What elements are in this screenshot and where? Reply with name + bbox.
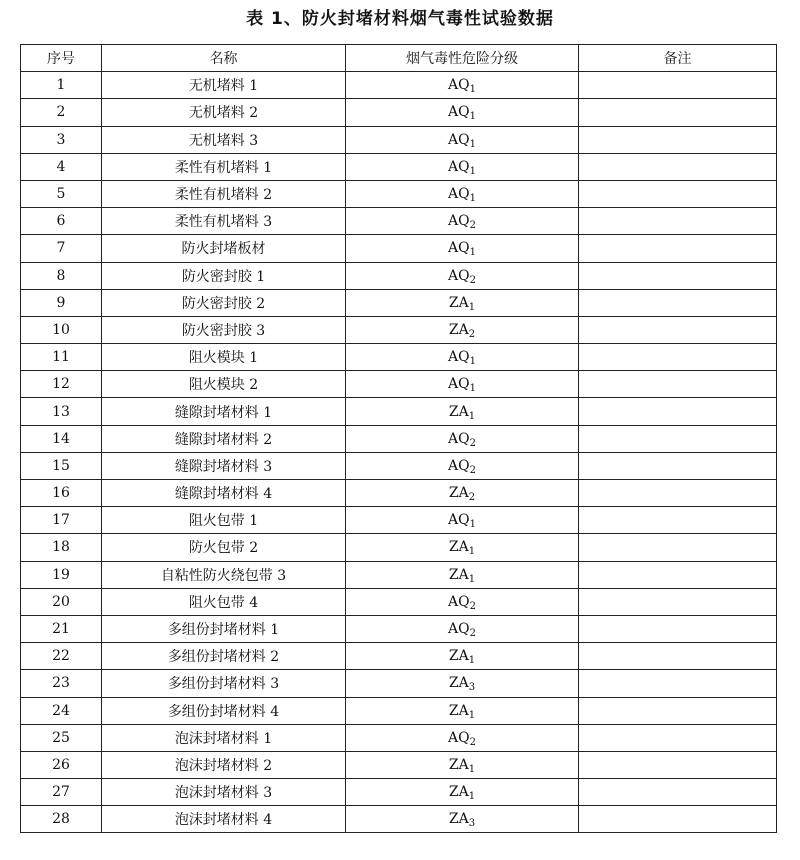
cell-remarks bbox=[579, 425, 777, 452]
grade-letters: AQ bbox=[448, 131, 470, 148]
grade-subscript: 2 bbox=[469, 437, 476, 449]
cell-remarks bbox=[579, 371, 777, 398]
header-toxicity-grade: 烟气毒性危险分级 bbox=[346, 45, 579, 72]
cell-remarks bbox=[579, 670, 777, 697]
grade-subscript: 3 bbox=[468, 682, 476, 694]
grade-letters: AQ bbox=[448, 430, 470, 447]
table-row bbox=[21, 344, 777, 371]
grade-letters: ZA bbox=[448, 485, 469, 502]
table-header-row bbox=[21, 45, 777, 72]
cell-remarks bbox=[579, 643, 777, 670]
grade-subscript: 1 bbox=[468, 546, 476, 558]
cell-toxicity-grade bbox=[346, 588, 579, 615]
cell-material-name: 泡沫封堵材料 1 bbox=[102, 724, 346, 751]
cell-toxicity-grade bbox=[346, 751, 579, 778]
grade-subscript: 2 bbox=[469, 220, 476, 232]
grade-subscript: 1 bbox=[468, 791, 476, 803]
cell-serial-number: 13 bbox=[21, 398, 102, 425]
grade-subscript: 1 bbox=[468, 709, 476, 721]
grade-letters: ZA bbox=[448, 539, 469, 556]
cell-remarks bbox=[579, 316, 777, 343]
cell-material-name: 多组份封堵材料 4 bbox=[102, 697, 346, 724]
cell-remarks bbox=[579, 398, 777, 425]
cell-remarks bbox=[579, 751, 777, 778]
cell-material-name: 泡沫封堵材料 2 bbox=[102, 751, 346, 778]
grade-letters: ZA bbox=[448, 403, 469, 420]
table-row bbox=[21, 643, 777, 670]
grade-subscript: 1 bbox=[469, 165, 476, 177]
table-row bbox=[21, 180, 777, 207]
grade-letters: ZA bbox=[448, 566, 469, 583]
table-row bbox=[21, 588, 777, 615]
cell-material-name: 多组份封堵材料 2 bbox=[102, 643, 346, 670]
cell-toxicity-grade bbox=[346, 561, 579, 588]
grade-subscript: 1 bbox=[468, 573, 476, 585]
table-row bbox=[21, 507, 777, 534]
table-row bbox=[21, 561, 777, 588]
table-row bbox=[21, 371, 777, 398]
cell-remarks bbox=[579, 153, 777, 180]
cell-material-name: 无机堵料 3 bbox=[102, 126, 346, 153]
cell-toxicity-grade bbox=[346, 425, 579, 452]
cell-toxicity-grade bbox=[346, 507, 579, 534]
table-row bbox=[21, 235, 777, 262]
cell-remarks bbox=[579, 235, 777, 262]
cell-serial-number: 4 bbox=[21, 153, 102, 180]
header-serial-number: 序号 bbox=[21, 45, 102, 72]
grade-subscript: 1 bbox=[469, 138, 476, 150]
cell-serial-number: 3 bbox=[21, 126, 102, 153]
cell-toxicity-grade bbox=[346, 534, 579, 561]
cell-serial-number: 12 bbox=[21, 371, 102, 398]
cell-remarks bbox=[579, 344, 777, 371]
table-row bbox=[21, 615, 777, 642]
grade-subscript: 1 bbox=[468, 655, 476, 667]
cell-serial-number: 17 bbox=[21, 507, 102, 534]
table-row bbox=[21, 751, 777, 778]
table-row bbox=[21, 316, 777, 343]
grade-letters: ZA bbox=[448, 321, 469, 338]
cell-serial-number: 15 bbox=[21, 452, 102, 479]
cell-remarks bbox=[579, 588, 777, 615]
cell-toxicity-grade bbox=[346, 262, 579, 289]
grade-letters: ZA bbox=[448, 294, 469, 311]
cell-remarks bbox=[579, 724, 777, 751]
cell-remarks bbox=[579, 615, 777, 642]
cell-serial-number: 28 bbox=[21, 806, 102, 833]
cell-toxicity-grade bbox=[346, 208, 579, 235]
cell-serial-number: 21 bbox=[21, 615, 102, 642]
grade-subscript: 2 bbox=[468, 492, 476, 504]
cell-material-name: 自粘性防火绕包带 3 bbox=[102, 561, 346, 588]
grade-subscript: 1 bbox=[469, 356, 476, 368]
table-row bbox=[21, 670, 777, 697]
grade-subscript: 1 bbox=[468, 410, 476, 422]
grade-letters: ZA bbox=[448, 784, 469, 801]
cell-remarks bbox=[579, 452, 777, 479]
cell-toxicity-grade bbox=[346, 153, 579, 180]
cell-material-name: 多组份封堵材料 1 bbox=[102, 615, 346, 642]
cell-material-name: 缝隙封堵材料 4 bbox=[102, 480, 346, 507]
header-remarks: 备注 bbox=[579, 45, 777, 72]
grade-letters: AQ bbox=[448, 104, 470, 121]
cell-remarks bbox=[579, 480, 777, 507]
grade-letters: ZA bbox=[448, 811, 469, 828]
cell-remarks bbox=[579, 180, 777, 207]
cell-toxicity-grade bbox=[346, 697, 579, 724]
grade-letters: AQ bbox=[448, 213, 470, 230]
cell-toxicity-grade bbox=[346, 670, 579, 697]
grade-subscript: 1 bbox=[469, 247, 476, 259]
cell-material-name: 柔性有机堵料 1 bbox=[102, 153, 346, 180]
table-row bbox=[21, 153, 777, 180]
grade-subscript: 2 bbox=[469, 628, 476, 640]
grade-letters: AQ bbox=[448, 240, 470, 257]
grade-subscript: 3 bbox=[468, 818, 476, 830]
cell-toxicity-grade bbox=[346, 371, 579, 398]
grade-letters: ZA bbox=[448, 756, 469, 773]
cell-material-name: 阻火模块 2 bbox=[102, 371, 346, 398]
cell-material-name: 防火密封胶 2 bbox=[102, 289, 346, 316]
grade-letters: AQ bbox=[448, 457, 470, 474]
cell-serial-number: 14 bbox=[21, 425, 102, 452]
cell-serial-number: 9 bbox=[21, 289, 102, 316]
cell-serial-number: 2 bbox=[21, 99, 102, 126]
cell-serial-number: 11 bbox=[21, 344, 102, 371]
grade-subscript: 1 bbox=[469, 84, 476, 96]
grade-subscript: 2 bbox=[469, 464, 476, 476]
table-title: 表 1、防火封堵材料烟气毒性试验数据 bbox=[246, 9, 554, 29]
grade-letters: AQ bbox=[448, 593, 470, 610]
cell-material-name: 防火封堵板材 bbox=[102, 235, 346, 262]
cell-remarks bbox=[579, 779, 777, 806]
cell-toxicity-grade bbox=[346, 316, 579, 343]
table-row bbox=[21, 806, 777, 833]
cell-toxicity-grade bbox=[346, 452, 579, 479]
grade-letters: AQ bbox=[448, 267, 470, 284]
cell-material-name: 阻火模块 1 bbox=[102, 344, 346, 371]
cell-serial-number: 1 bbox=[21, 72, 102, 99]
cell-remarks bbox=[579, 561, 777, 588]
cell-remarks bbox=[579, 806, 777, 833]
grade-subscript: 2 bbox=[469, 274, 476, 286]
toxicity-data-table bbox=[20, 44, 777, 833]
table-row bbox=[21, 289, 777, 316]
cell-serial-number: 24 bbox=[21, 697, 102, 724]
cell-material-name: 阻火包带 1 bbox=[102, 507, 346, 534]
grade-letters: AQ bbox=[448, 512, 470, 529]
cell-toxicity-grade bbox=[346, 99, 579, 126]
cell-remarks bbox=[579, 697, 777, 724]
cell-serial-number: 22 bbox=[21, 643, 102, 670]
grade-subscript: 2 bbox=[468, 328, 476, 340]
cell-material-name: 阻火包带 4 bbox=[102, 588, 346, 615]
grade-letters: AQ bbox=[448, 376, 470, 393]
cell-material-name: 无机堵料 1 bbox=[102, 72, 346, 99]
cell-serial-number: 6 bbox=[21, 208, 102, 235]
grade-letters: ZA bbox=[448, 648, 469, 665]
cell-remarks bbox=[579, 99, 777, 126]
cell-material-name: 防火密封胶 3 bbox=[102, 316, 346, 343]
table-row bbox=[21, 452, 777, 479]
cell-serial-number: 18 bbox=[21, 534, 102, 561]
cell-material-name: 缝隙封堵材料 1 bbox=[102, 398, 346, 425]
cell-toxicity-grade bbox=[346, 72, 579, 99]
grade-letters: ZA bbox=[448, 675, 469, 692]
cell-toxicity-grade bbox=[346, 344, 579, 371]
cell-remarks bbox=[579, 126, 777, 153]
cell-material-name: 泡沫封堵材料 4 bbox=[102, 806, 346, 833]
cell-remarks bbox=[579, 262, 777, 289]
cell-serial-number: 8 bbox=[21, 262, 102, 289]
cell-toxicity-grade bbox=[346, 643, 579, 670]
cell-toxicity-grade bbox=[346, 615, 579, 642]
cell-remarks bbox=[579, 507, 777, 534]
grade-letters: AQ bbox=[448, 186, 470, 203]
cell-toxicity-grade bbox=[346, 398, 579, 425]
grade-subscript: 1 bbox=[469, 519, 476, 531]
table-row bbox=[21, 398, 777, 425]
table-row bbox=[21, 697, 777, 724]
cell-material-name: 防火密封胶 1 bbox=[102, 262, 346, 289]
cell-material-name: 缝隙封堵材料 3 bbox=[102, 452, 346, 479]
cell-material-name: 多组份封堵材料 3 bbox=[102, 670, 346, 697]
table-row bbox=[21, 425, 777, 452]
cell-toxicity-grade bbox=[346, 235, 579, 262]
cell-material-name: 缝隙封堵材料 2 bbox=[102, 425, 346, 452]
cell-toxicity-grade bbox=[346, 289, 579, 316]
table-row bbox=[21, 99, 777, 126]
grade-subscript: 1 bbox=[469, 111, 476, 123]
cell-toxicity-grade bbox=[346, 724, 579, 751]
grade-letters: AQ bbox=[448, 77, 470, 94]
table-row bbox=[21, 72, 777, 99]
cell-serial-number: 5 bbox=[21, 180, 102, 207]
table-row bbox=[21, 779, 777, 806]
cell-remarks bbox=[579, 72, 777, 99]
cell-serial-number: 26 bbox=[21, 751, 102, 778]
cell-toxicity-grade bbox=[346, 779, 579, 806]
grade-subscript: 2 bbox=[469, 600, 476, 612]
table-row bbox=[21, 724, 777, 751]
cell-serial-number: 27 bbox=[21, 779, 102, 806]
grade-subscript: 1 bbox=[468, 763, 476, 775]
table-row bbox=[21, 480, 777, 507]
grade-subscript: 1 bbox=[469, 193, 476, 205]
cell-toxicity-grade bbox=[346, 180, 579, 207]
cell-material-name: 防火包带 2 bbox=[102, 534, 346, 561]
cell-material-name: 柔性有机堵料 2 bbox=[102, 180, 346, 207]
cell-serial-number: 20 bbox=[21, 588, 102, 615]
cell-material-name: 柔性有机堵料 3 bbox=[102, 208, 346, 235]
cell-remarks bbox=[579, 208, 777, 235]
table-row bbox=[21, 534, 777, 561]
cell-remarks bbox=[579, 534, 777, 561]
cell-serial-number: 10 bbox=[21, 316, 102, 343]
grade-subscript: 2 bbox=[469, 736, 476, 748]
grade-letters: AQ bbox=[448, 158, 470, 175]
grade-letters: ZA bbox=[448, 702, 469, 719]
cell-toxicity-grade bbox=[346, 806, 579, 833]
cell-toxicity-grade bbox=[346, 480, 579, 507]
cell-serial-number: 16 bbox=[21, 480, 102, 507]
grade-letters: AQ bbox=[448, 621, 470, 638]
table-row bbox=[21, 126, 777, 153]
cell-serial-number: 23 bbox=[21, 670, 102, 697]
table-row bbox=[21, 208, 777, 235]
cell-material-name: 无机堵料 2 bbox=[102, 99, 346, 126]
table-body bbox=[21, 72, 777, 833]
cell-serial-number: 7 bbox=[21, 235, 102, 262]
cell-remarks bbox=[579, 289, 777, 316]
grade-subscript: 1 bbox=[468, 301, 476, 313]
cell-material-name: 泡沫封堵材料 3 bbox=[102, 779, 346, 806]
cell-serial-number: 25 bbox=[21, 724, 102, 751]
header-name: 名称 bbox=[102, 45, 346, 72]
grade-letters: AQ bbox=[448, 349, 470, 366]
grade-subscript: 1 bbox=[469, 383, 476, 395]
grade-letters: AQ bbox=[448, 729, 470, 746]
cell-serial-number: 19 bbox=[21, 561, 102, 588]
table-row bbox=[21, 262, 777, 289]
cell-toxicity-grade bbox=[346, 126, 579, 153]
